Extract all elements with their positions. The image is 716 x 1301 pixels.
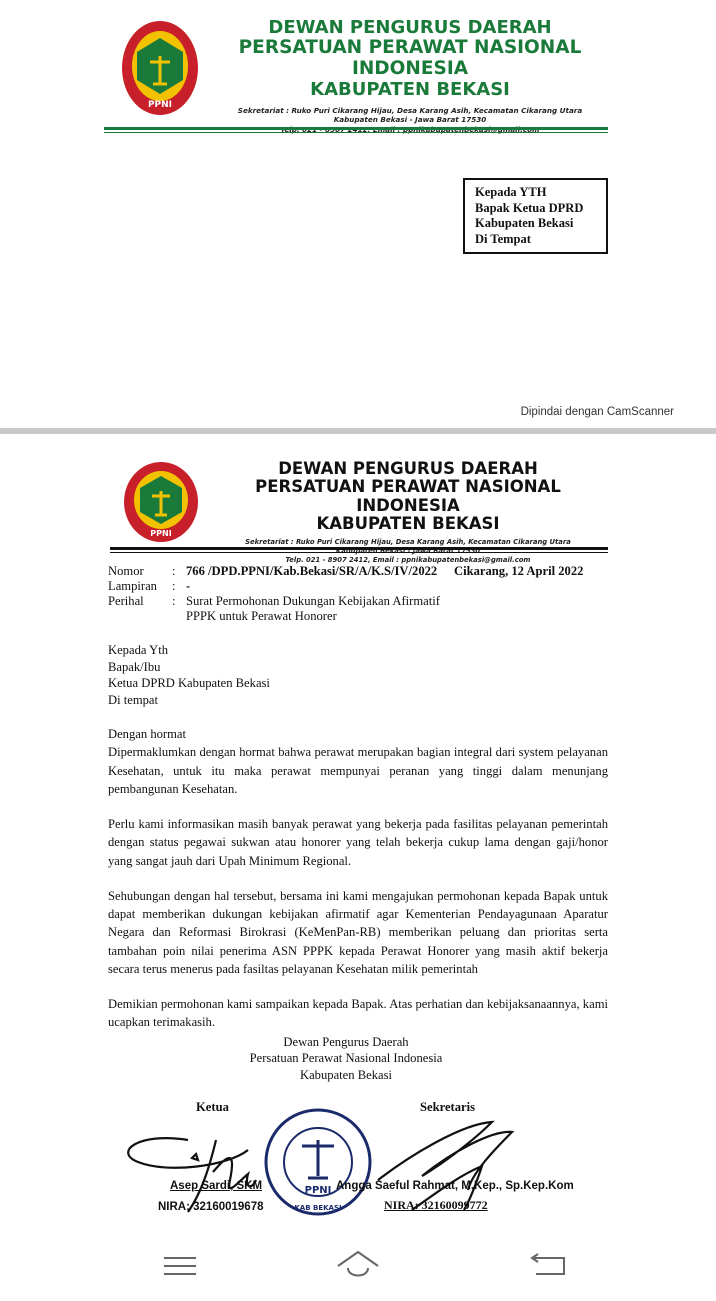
nomor-label: Nomor	[108, 564, 144, 578]
recent-apps-icon	[140, 1236, 220, 1296]
letterhead-address3: Telp. 021 - 8907 2412, Email : ppnikabupatenbekasi@gmail.com	[285, 555, 531, 564]
letter-meta	[108, 564, 608, 624]
closing-line: Kabupaten Bekasi	[300, 1067, 392, 1082]
recipient-line: Ketua DPRD Kabupaten Bekasi	[108, 676, 270, 691]
letterhead-rule	[110, 547, 608, 550]
letterhead-line2: PERSATUAN PERAWAT NASIONAL INDONESIA	[238, 37, 582, 79]
signer-right-nira: NIRA: 32160099772	[384, 1198, 488, 1212]
signer-right-name: Angga Saeful Rahmat, M.Kep., Sp.Kep.Kom	[336, 1180, 574, 1192]
letterhead-line3: KABUPATEN BEKASI	[316, 514, 500, 534]
letterhead-line1: DEWAN PENGURUS DAERAH	[268, 17, 552, 38]
letterhead-address1: Sekretariat : Ruko Puri Cikarang Hijau, Desa Karang Asih, Kecamatan Cikarang Utara	[237, 105, 583, 115]
colon: :	[172, 579, 176, 593]
recent-apps-button[interactable]	[140, 1236, 220, 1296]
signer-left-title: Ketua	[196, 1100, 229, 1114]
body-paragraph: Perlu kami informasikan masih banyak perawat yang bekerja pada fasilitas pelayanan pemerintah dengan status pegawai sukwan atau honorer yang telah bekerja cukup lama dengan gaji/honor yang sangat jauh dari Upah Minimum Regional.	[108, 817, 608, 868]
closing-line: Persatuan Perawat Nasional Indonesia	[249, 1051, 443, 1066]
scanned-page-1	[0, 0, 716, 428]
letter-body	[108, 725, 608, 1032]
letter-date: Cikarang, 12 April 2022	[454, 564, 584, 578]
stamp-center-text: PPNI	[304, 1185, 332, 1196]
recipient-block	[108, 642, 270, 709]
navigation-bar	[0, 1236, 716, 1296]
letterhead-line1: DEWAN PENGURUS DAERAH	[278, 459, 538, 478]
colon: :	[172, 594, 176, 608]
letterhead-address3: Telp. 021 - 8907 2412, Email : ppnikabupatenbekasi@gmail.com	[280, 125, 540, 135]
perihal-label: Perihal	[108, 594, 144, 608]
scanned-page-2	[0, 434, 716, 1236]
closing-block	[196, 1034, 496, 1083]
letterhead-address1: Sekretariat : Ruko Puri Cikarang Hijau, Desa Karang Asih, Kecamatan Cikarang Utara	[245, 537, 571, 546]
official-stamp	[262, 1106, 374, 1218]
letterhead-address2: Kabupaten Bekasi - Jawa Barat 17530	[333, 115, 487, 125]
logo-text: PPNI	[150, 529, 172, 538]
recipient-line: Kepada YTH	[475, 185, 547, 199]
recipient-line: Kabupaten Bekasi	[475, 216, 574, 231]
letterhead-address2: Kabupaten Bekasi - Jawa Barat 17530	[335, 546, 481, 555]
nomor-value: 766 /DPD.PPNI/Kab.Bekasi/SR/A/K.S/IV/2022	[186, 564, 438, 578]
recipient-line: Bapak/Ibu	[108, 659, 161, 674]
recipient-box	[463, 178, 608, 254]
home-icon	[318, 1236, 398, 1296]
ppni-logo	[120, 18, 200, 118]
body-paragraph: Demikian permohonan kami sampaikan kepada Bapak. Atas perhatian dan kebijaksanaannya, kami ucapkan terimakasih.	[108, 997, 608, 1030]
scanner-watermark: Dipindai dengan CamScanner	[520, 406, 674, 418]
back-button[interactable]	[510, 1236, 590, 1296]
home-button[interactable]	[318, 1236, 398, 1296]
recipient-line: Bapak Ketua DPRD	[475, 200, 584, 215]
lampiran-label: Lampiran	[108, 579, 157, 593]
letterhead-rule-thin	[110, 552, 608, 553]
back-icon	[510, 1236, 590, 1296]
body-paragraph: Dipermaklumkan dengan hormat bahwa perawat merupakan bagian integral dari system pelayanan Kesehatan, untuk itu maka perawat mempunyai peranan yang tinggi dalam menunjang pembangunan Kesehatan.	[108, 745, 608, 796]
signer-left-nira: NIRA: 32160019678	[158, 1201, 264, 1213]
letterhead-line2: PERSATUAN PERAWAT NASIONAL INDONESIA	[255, 477, 561, 515]
recipient-line: Di Tempat	[475, 231, 531, 246]
ppni-logo	[122, 460, 200, 544]
letterhead-rule-thin	[104, 132, 608, 133]
letterhead	[210, 18, 610, 135]
colon: :	[172, 564, 176, 578]
logo-text: PPNI	[147, 100, 173, 110]
salutation: Dengan hormat	[108, 727, 186, 741]
stamp-bottom-text: KAB BEKASI	[294, 1204, 342, 1212]
recipient-line: Kepada Yth	[108, 643, 169, 657]
signer-right-title: Sekretaris	[420, 1100, 476, 1114]
closing-line: Dewan Pengurus Daerah	[283, 1035, 409, 1049]
perihal-value: Surat Permohonan Dukungan Kebijakan Afirmatif	[186, 594, 440, 608]
lampiran-value: -	[186, 579, 191, 593]
body-paragraph: Sehubungan dengan hal tersebut, bersama ini kami mengajukan permohonan kepada Bapak untuk dapat memberikan dukungan kebijakan afirmatif agar Kementerian Pendayagunaan Aparatur Negara dan Reformasi Birokrasi (KeMenPan-RB) memberikan peluang dan prioritas serta tambahan poin nilai penerima ASN PPPK kepada Perawat Honorer yang masih aktif bekerja secara terus menerus pada fasiltas pelayanan Kesehatan milik pemerintah	[108, 888, 608, 976]
letterhead-rule	[104, 127, 608, 130]
perihal-value-cont: PPPK untuk Perawat Honorer	[186, 609, 337, 623]
letterhead-line3: KABUPATEN BEKASI	[310, 78, 510, 100]
signer-left-name: Asep Sardi, SKM	[170, 1180, 263, 1192]
recipient-line: Di tempat	[108, 693, 159, 708]
